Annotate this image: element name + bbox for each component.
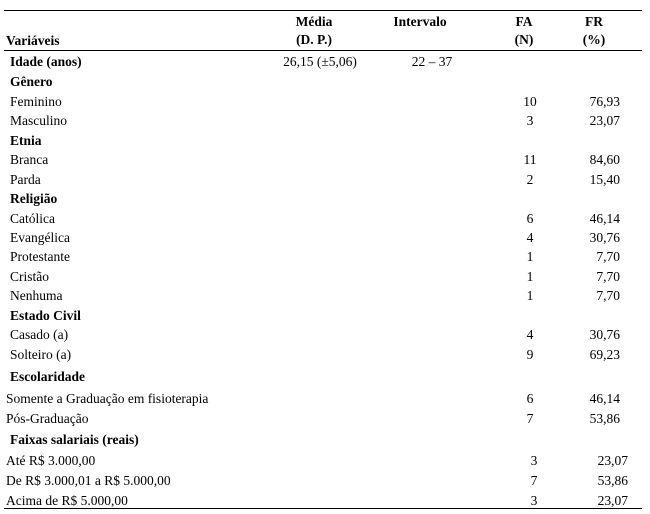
row-label: Feminino <box>10 94 62 109</box>
row-fa: 9 <box>526 347 534 362</box>
row-fa: 2 <box>526 172 534 187</box>
section-heading: Gênero <box>10 74 53 89</box>
row-label: Nenhuma <box>10 288 63 303</box>
header-fa: FA <box>515 14 533 29</box>
row-fa: 6 <box>526 391 534 406</box>
header-fr: FR <box>585 14 603 29</box>
row-label: De R$ 3.000,01 a R$ 5.000,00 <box>6 473 171 488</box>
row-fa: 7 <box>530 473 538 488</box>
header-variables: Variáveis <box>6 33 60 48</box>
row-label: Somente a Graduação em fisioterapia <box>6 391 209 406</box>
row-label: Parda <box>10 172 41 187</box>
row-label: Solteiro (a) <box>10 347 72 362</box>
age-mean: 26,15 (±5,06) <box>283 54 357 69</box>
row-fa: 3 <box>530 493 538 508</box>
row-fr: 7,70 <box>596 288 620 303</box>
row-fr: 23,07 <box>597 453 628 468</box>
row-fr: 7,70 <box>596 249 620 264</box>
header-mean: Média <box>295 14 333 29</box>
header-fa-unit: (N) <box>514 32 534 47</box>
row-fa: 1 <box>526 269 534 284</box>
row-fr: 76,93 <box>589 94 620 109</box>
row-fr: 7,70 <box>596 269 620 284</box>
header-fr-unit: (%) <box>582 32 606 47</box>
row-fa: 3 <box>530 453 538 468</box>
row-fr: 23,07 <box>597 493 628 508</box>
row-fa: 4 <box>526 327 534 342</box>
row-fa: 4 <box>526 230 534 245</box>
row-fr: 69,23 <box>589 347 620 362</box>
row-fr: 46,14 <box>589 211 620 226</box>
row-label: Pós-Graduação <box>6 411 89 426</box>
section-heading: Estado Civil <box>10 308 81 323</box>
row-fr: 30,76 <box>589 230 620 245</box>
row-fa: 1 <box>526 288 534 303</box>
row-fa: 6 <box>526 211 534 226</box>
row-fa: 3 <box>526 113 534 128</box>
row-fa: 10 <box>523 94 537 109</box>
section-heading: Escolaridade <box>10 369 86 384</box>
age-interval: 22 – 37 <box>411 54 453 69</box>
row-fr: 53,86 <box>597 473 628 488</box>
section-heading: Religião <box>10 191 58 206</box>
row-fa: 1 <box>526 249 534 264</box>
row-fr: 46,14 <box>589 391 620 406</box>
section-heading: Etnia <box>10 133 42 148</box>
row-label: Cristão <box>10 269 49 284</box>
age-label: Idade (anos) <box>10 54 82 69</box>
row-label: Casado (a) <box>10 327 69 342</box>
row-fr: 53,86 <box>589 411 620 426</box>
row-label: Acima de R$ 5.000,00 <box>6 493 128 508</box>
header-interval: Intervalo <box>393 14 447 29</box>
row-label: Masculino <box>10 113 67 128</box>
row-fr: 84,60 <box>589 152 620 167</box>
header-rule <box>4 50 642 51</box>
row-fr: 30,76 <box>589 327 620 342</box>
row-label: Protestante <box>10 249 70 264</box>
row-label: Até R$ 3.000,00 <box>6 453 96 468</box>
bottom-rule <box>4 508 642 509</box>
row-label: Católica <box>10 211 55 226</box>
row-fr: 15,40 <box>589 172 620 187</box>
row-fa: 11 <box>523 152 537 167</box>
row-label: Evangélica <box>10 230 70 245</box>
section-heading: Faixas salariais (reais) <box>10 432 139 447</box>
top-rule <box>4 10 642 11</box>
row-fa: 7 <box>526 411 534 426</box>
row-label: Branca <box>10 152 49 167</box>
header-mean-sd: (D. P.) <box>296 32 332 47</box>
row-fr: 23,07 <box>589 113 620 128</box>
